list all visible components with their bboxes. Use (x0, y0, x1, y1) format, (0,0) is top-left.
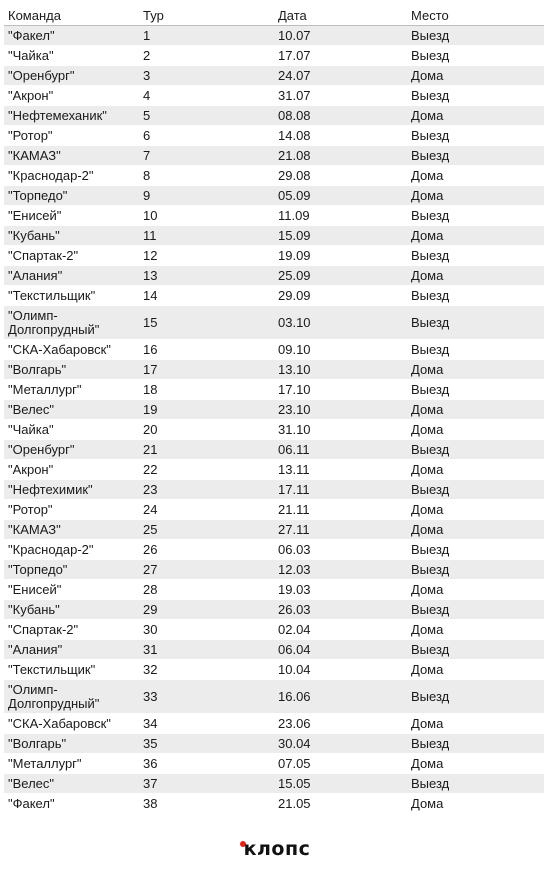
team-cell: "СКА-Хабаровск" (4, 340, 139, 360)
date-cell: 15.05 (274, 774, 407, 794)
round-cell: 33 (139, 680, 274, 714)
date-cell: 29.09 (274, 286, 407, 306)
date-cell: 16.06 (274, 680, 407, 714)
place-cell: Выезд (407, 560, 544, 580)
place-cell: Выезд (407, 286, 544, 306)
place-cell: Дома (407, 754, 544, 774)
round-cell: 1 (139, 26, 274, 46)
team-cell: "Оренбург" (4, 66, 139, 86)
team-cell: "Факел" (4, 794, 139, 814)
team-cell: "Олимп-Долгопрудный" (4, 306, 139, 340)
table-row (4, 620, 544, 640)
place-cell: Выезд (407, 480, 544, 500)
round-cell: 9 (139, 186, 274, 206)
table-row (4, 734, 544, 754)
round-cell: 27 (139, 560, 274, 580)
date-cell: 17.11 (274, 480, 407, 500)
team-cell: "Нефтехимик" (4, 480, 139, 500)
table-row (4, 146, 544, 166)
date-cell: 23.06 (274, 714, 407, 734)
round-cell: 19 (139, 400, 274, 420)
date-cell: 19.09 (274, 246, 407, 266)
round-cell: 24 (139, 500, 274, 520)
date-cell: 09.10 (274, 340, 407, 360)
team-cell: "Текстильщик" (4, 286, 139, 306)
table-row (4, 186, 544, 206)
date-cell: 05.09 (274, 186, 407, 206)
team-cell: "Оренбург" (4, 440, 139, 460)
table-row (4, 206, 544, 226)
date-cell: 08.08 (274, 106, 407, 126)
date-cell: 21.08 (274, 146, 407, 166)
place-cell: Дома (407, 580, 544, 600)
round-cell: 25 (139, 520, 274, 540)
team-cell: "СКА-Хабаровск" (4, 714, 139, 734)
place-cell: Дома (407, 714, 544, 734)
table-row (4, 420, 544, 440)
round-cell: 35 (139, 734, 274, 754)
round-cell: 26 (139, 540, 274, 560)
place-cell: Дома (407, 360, 544, 380)
table-header (4, 6, 544, 26)
team-cell: "Спартак-2" (4, 246, 139, 266)
date-cell: 17.10 (274, 380, 407, 400)
date-cell: 10.04 (274, 660, 407, 680)
round-cell: 3 (139, 66, 274, 86)
header-row (4, 6, 544, 26)
table-row (4, 660, 544, 680)
round-cell: 21 (139, 440, 274, 460)
round-cell: 36 (139, 754, 274, 774)
date-cell: 19.03 (274, 580, 407, 600)
place-cell: Дома (407, 520, 544, 540)
team-cell: "Ротор" (4, 126, 139, 146)
place-cell: Выезд (407, 340, 544, 360)
team-cell: "Факел" (4, 26, 139, 46)
round-cell: 38 (139, 794, 274, 814)
team-cell: "Олимп-Долгопрудный" (4, 680, 139, 714)
team-cell: "Енисей" (4, 206, 139, 226)
date-cell: 13.10 (274, 360, 407, 380)
round-cell: 7 (139, 146, 274, 166)
date-cell: 31.10 (274, 420, 407, 440)
date-cell: 29.08 (274, 166, 407, 186)
date-cell: 21.11 (274, 500, 407, 520)
place-cell: Дома (407, 266, 544, 286)
date-cell: 25.09 (274, 266, 407, 286)
table-row (4, 340, 544, 360)
round-cell: 31 (139, 640, 274, 660)
team-cell: "КАМАЗ" (4, 520, 139, 540)
round-cell: 5 (139, 106, 274, 126)
team-cell: "Велес" (4, 774, 139, 794)
place-cell: Выезд (407, 306, 544, 340)
team-cell: "Велес" (4, 400, 139, 420)
place-cell: Выезд (407, 440, 544, 460)
round-cell: 23 (139, 480, 274, 500)
place-cell: Дома (407, 660, 544, 680)
place-cell: Дома (407, 106, 544, 126)
place-cell: Выезд (407, 146, 544, 166)
klops-logo (0, 838, 550, 860)
place-cell: Выезд (407, 774, 544, 794)
table-row (4, 794, 544, 814)
date-cell: 23.10 (274, 400, 407, 420)
place-cell: Выезд (407, 680, 544, 714)
team-cell: "Волгарь" (4, 360, 139, 380)
table-row (4, 520, 544, 540)
round-cell: 8 (139, 166, 274, 186)
place-cell: Дома (407, 500, 544, 520)
table-row (4, 306, 544, 340)
team-cell: "Торпедо" (4, 186, 139, 206)
table-row (4, 246, 544, 266)
round-cell: 17 (139, 360, 274, 380)
date-cell: 30.04 (274, 734, 407, 754)
team-cell: "Акрон" (4, 460, 139, 480)
round-cell: 32 (139, 660, 274, 680)
round-cell: 2 (139, 46, 274, 66)
table-row (4, 266, 544, 286)
round-cell: 37 (139, 774, 274, 794)
team-cell: "КАМАЗ" (4, 146, 139, 166)
team-cell: "Торпедо" (4, 560, 139, 580)
table-row (4, 360, 544, 380)
place-cell: Выезд (407, 46, 544, 66)
team-cell: "Алания" (4, 640, 139, 660)
round-cell: 12 (139, 246, 274, 266)
table-row (4, 86, 544, 106)
place-cell: Дома (407, 166, 544, 186)
team-cell: "Металлург" (4, 754, 139, 774)
date-cell: 17.07 (274, 46, 407, 66)
team-cell: "Краснодар-2" (4, 166, 139, 186)
round-cell: 6 (139, 126, 274, 146)
date-cell: 21.05 (274, 794, 407, 814)
table-row (4, 46, 544, 66)
date-cell: 06.11 (274, 440, 407, 460)
place-cell: Выезд (407, 734, 544, 754)
header-date: Дата (274, 6, 407, 26)
date-cell: 12.03 (274, 560, 407, 580)
date-cell: 11.09 (274, 206, 407, 226)
round-cell: 34 (139, 714, 274, 734)
table-row (4, 106, 544, 126)
round-cell: 29 (139, 600, 274, 620)
date-cell: 07.05 (274, 754, 407, 774)
round-cell: 30 (139, 620, 274, 640)
date-cell: 27.11 (274, 520, 407, 540)
table-row (4, 500, 544, 520)
place-cell: Дома (407, 226, 544, 246)
table-body (4, 26, 544, 814)
team-cell: "Волгарь" (4, 734, 139, 754)
team-cell: "Металлург" (4, 380, 139, 400)
place-cell: Выезд (407, 26, 544, 46)
team-cell: "Ротор" (4, 500, 139, 520)
header-team: Команда (4, 6, 139, 26)
table-row (4, 26, 544, 46)
place-cell: Выезд (407, 540, 544, 560)
table-row (4, 540, 544, 560)
place-cell: Дома (407, 460, 544, 480)
round-cell: 13 (139, 266, 274, 286)
round-cell: 15 (139, 306, 274, 340)
place-cell: Выезд (407, 126, 544, 146)
team-cell: "Енисей" (4, 580, 139, 600)
date-cell: 14.08 (274, 126, 407, 146)
place-cell: Дома (407, 420, 544, 440)
table-row (4, 286, 544, 306)
team-cell: "Кубань" (4, 226, 139, 246)
logo-text: клопс (243, 838, 311, 860)
table-row (4, 440, 544, 460)
table-row (4, 640, 544, 660)
date-cell: 24.07 (274, 66, 407, 86)
table-row (4, 754, 544, 774)
table-row (4, 680, 544, 714)
round-cell: 4 (139, 86, 274, 106)
date-cell: 13.11 (274, 460, 407, 480)
round-cell: 22 (139, 460, 274, 480)
date-cell: 02.04 (274, 620, 407, 640)
round-cell: 16 (139, 340, 274, 360)
place-cell: Дома (407, 620, 544, 640)
round-cell: 10 (139, 206, 274, 226)
place-cell: Выезд (407, 640, 544, 660)
team-cell: "Спартак-2" (4, 620, 139, 640)
table-row (4, 480, 544, 500)
place-cell: Выезд (407, 246, 544, 266)
place-cell: Дома (407, 400, 544, 420)
table-row (4, 460, 544, 480)
team-cell: "Нефтемеханик" (4, 106, 139, 126)
table-row (4, 774, 544, 794)
date-cell: 06.04 (274, 640, 407, 660)
team-cell: "Краснодар-2" (4, 540, 139, 560)
table-row (4, 600, 544, 620)
round-cell: 14 (139, 286, 274, 306)
table-row (4, 126, 544, 146)
place-cell: Дома (407, 186, 544, 206)
schedule-table (4, 6, 544, 814)
header-place: Место (407, 6, 544, 26)
place-cell: Выезд (407, 380, 544, 400)
place-cell: Дома (407, 794, 544, 814)
place-cell: Выезд (407, 86, 544, 106)
team-cell: "Кубань" (4, 600, 139, 620)
table-row (4, 580, 544, 600)
date-cell: 06.03 (274, 540, 407, 560)
team-cell: "Чайка" (4, 420, 139, 440)
table-row (4, 166, 544, 186)
date-cell: 26.03 (274, 600, 407, 620)
header-round: Тур (139, 6, 274, 26)
round-cell: 18 (139, 380, 274, 400)
table-row (4, 400, 544, 420)
team-cell: "Акрон" (4, 86, 139, 106)
date-cell: 10.07 (274, 26, 407, 46)
team-cell: "Алания" (4, 266, 139, 286)
round-cell: 28 (139, 580, 274, 600)
date-cell: 31.07 (274, 86, 407, 106)
table-row (4, 380, 544, 400)
place-cell: Выезд (407, 206, 544, 226)
round-cell: 11 (139, 226, 274, 246)
team-cell: "Текстильщик" (4, 660, 139, 680)
round-cell: 20 (139, 420, 274, 440)
date-cell: 15.09 (274, 226, 407, 246)
team-cell: "Чайка" (4, 46, 139, 66)
table-row (4, 714, 544, 734)
place-cell: Дома (407, 66, 544, 86)
table-row (4, 226, 544, 246)
table-row (4, 66, 544, 86)
date-cell: 03.10 (274, 306, 407, 340)
place-cell: Выезд (407, 600, 544, 620)
table-row (4, 560, 544, 580)
